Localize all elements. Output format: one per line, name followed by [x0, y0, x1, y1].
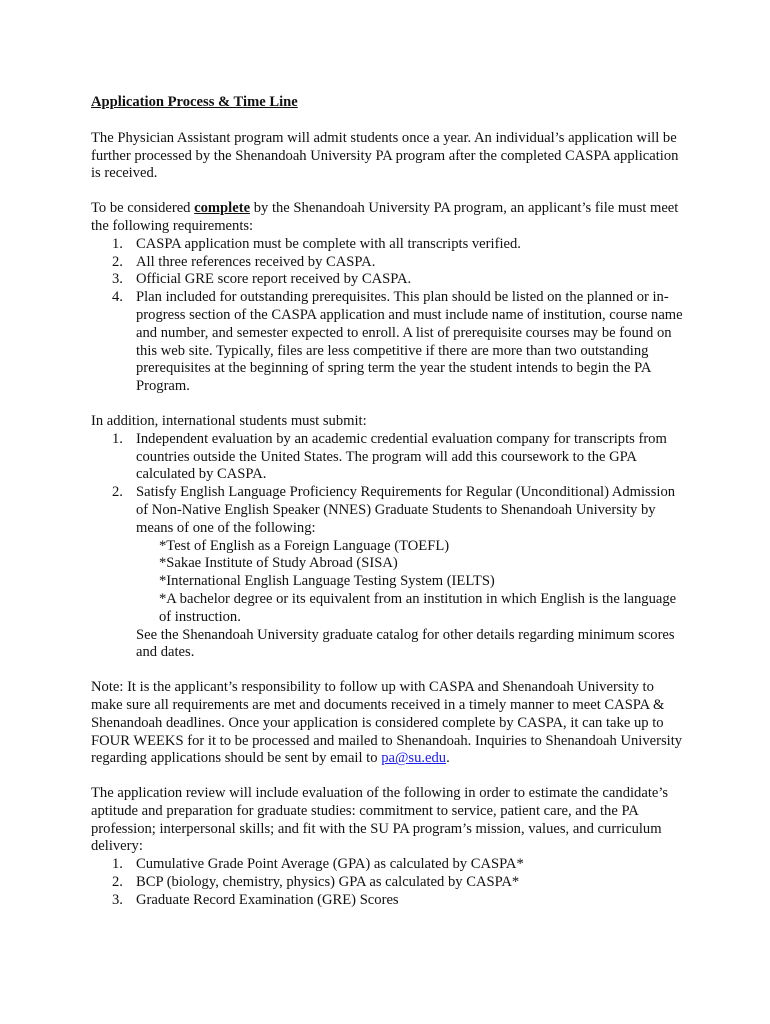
proficiency-option: *Sakae Institute of Study Abroad (SISA): [159, 555, 398, 572]
international-lead: In addition, international students must submit:: [91, 412, 367, 429]
list-number: 2.: [112, 253, 123, 270]
list-number: 3.: [112, 891, 123, 908]
list-number: 3.: [112, 271, 123, 288]
list-text: CASPA application must be complete with all transcripts verified.: [136, 235, 521, 252]
email-link[interactable]: pa@su.edu: [381, 750, 447, 767]
list-number: 1.: [112, 235, 123, 252]
complete-emphasis: complete: [194, 200, 251, 217]
complete-paragraph: [91, 200, 687, 236]
list-item: [91, 271, 687, 289]
requirements-list: [91, 236, 687, 396]
document-body: [91, 94, 687, 927]
review-list: [91, 856, 687, 909]
list-item: [91, 289, 687, 396]
list-item: [91, 236, 687, 254]
international-list: [91, 431, 687, 662]
review-paragraph: The application review will include evaluation of the following in order to estimate the candidate’s aptitude and preparation for graduate studies: commitment to service, patient care, and the PA profession; interpersonal skills; and fit with the SU PA program’s mission, values, and curriculum delivery:: [91, 785, 669, 855]
list-text: Plan included for outstanding prerequisites. This plan should be listed on the planned or in-progress section of the CASPA application and must include name of institution, course name and number, and semester expected to enroll. A list of prerequisite courses may be found on this web site. Typically, files are less competitive if there are more than two outstanding prerequisites at the beginning of spring term the year the student intends to begin the PA Program.: [136, 289, 683, 395]
list-text: BCP (biology, chemistry, physics) GPA as calculated by CASPA*: [136, 874, 520, 891]
list-number: 1.: [112, 856, 123, 873]
proficiency-option: *A bachelor degree or its equivalent from an institution in which English is the language of instruction.: [159, 590, 677, 625]
list-text: All three references received by CASPA.: [136, 253, 376, 270]
page-title: Application Process & Time Line: [91, 94, 298, 110]
list-text: Graduate Record Examination (GRE) Scores: [136, 891, 399, 908]
list-item: [91, 856, 687, 874]
list-text: Cumulative Grade Point Average (GPA) as calculated by CASPA*: [136, 856, 524, 873]
note-end: .: [446, 750, 450, 767]
note-paragraph: [91, 679, 687, 768]
catalog-note: See the Shenandoah University graduate catalog for other details regarding minimum scores and dates.: [136, 626, 675, 661]
list-text: Independent evaluation by an academic credential evaluation company for transcripts from countries outside the United States. The program will add this coursework to the GPA calculated by CASPA.: [136, 430, 667, 483]
proficiency-option: *Test of English as a Foreign Language (TOEFL): [159, 537, 450, 554]
list-item: [91, 254, 687, 272]
list-text: Satisfy English Language Proficiency Requirements for Regular (Unconditional) Admission of Non-Native English Speaker (NNES) Graduate Students to Shenandoah University by means of one of the following:: [136, 484, 676, 536]
list-item: [91, 892, 687, 910]
list-item: [91, 874, 687, 892]
list-item: [91, 431, 687, 484]
complete-post: by the Shenandoah University PA program, an applicant’s file must meet the following requirements:: [91, 200, 679, 234]
proficiency-option: *International English Language Testing System (IELTS): [159, 573, 495, 590]
list-number: 4.: [112, 289, 123, 306]
list-number: 2.: [112, 484, 123, 501]
complete-pre: To be considered: [91, 200, 195, 217]
list-item: [91, 484, 687, 662]
list-number: 1.: [112, 430, 123, 447]
list-text: Official GRE score report received by CASPA.: [136, 271, 412, 288]
list-number: 2.: [112, 874, 123, 891]
intro-paragraph: The Physician Assistant program will admit students once a year. An individual’s application will be further processed by the Shenandoah University PA program after the completed CASPA application is received.: [91, 129, 679, 182]
note-text: Note: It is the applicant’s responsibility to follow up with CASPA and Shenandoah University to make sure all requirements are met and documents received in a timely manner to meet CASPA & Shenandoah deadlines. Once your application is considered complete by CASPA, it can take up to FOUR WEEKS for it to be processed and mailed to Shenandoah. Inquiries to Shenandoah University regarding applications should be sent by email to: [91, 679, 683, 767]
